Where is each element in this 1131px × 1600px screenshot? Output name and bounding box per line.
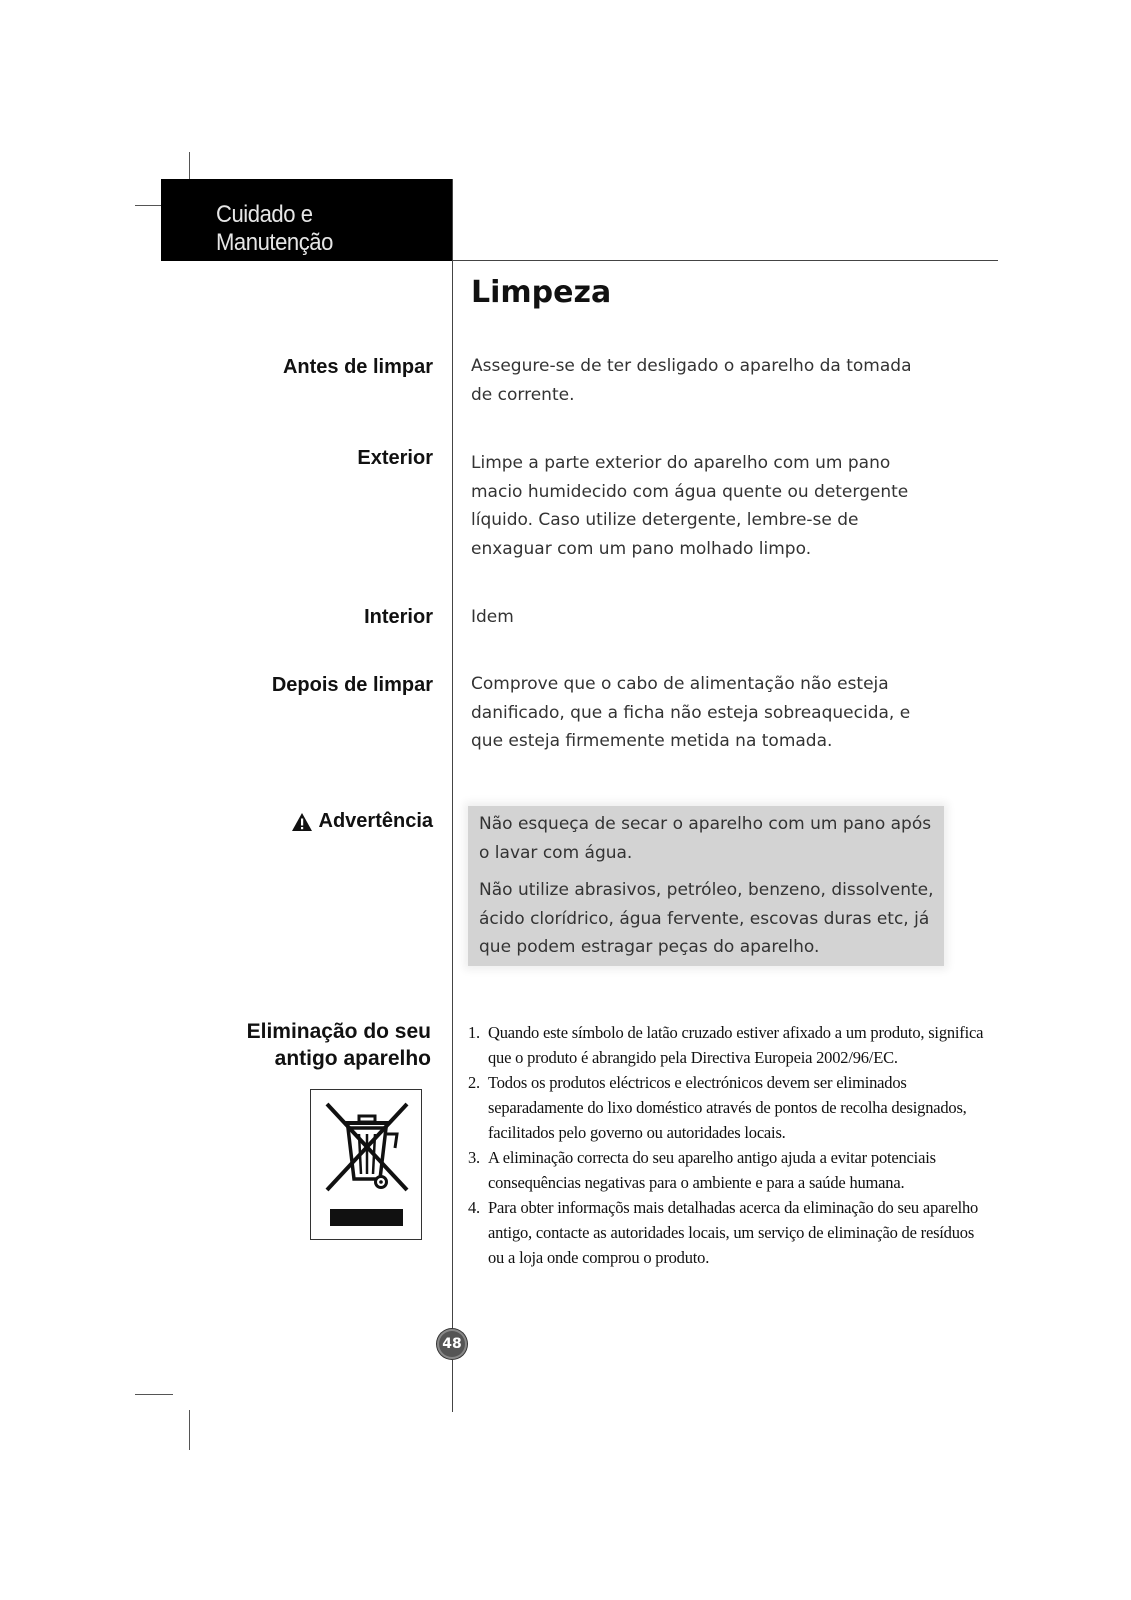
section-label-antes: Antes de limpar — [282, 356, 433, 378]
warning-triangle-icon — [291, 812, 313, 832]
warning-box — [468, 806, 944, 966]
section-text-exterior: Limpe a parte exterior do aparelho com um pano macio humidecido com água quente ou detergente líquido. Caso utilize detergente, lembre-se de enxaguar com um pano molhado limpo. — [471, 453, 909, 559]
crop-mark-bottom-vertical — [189, 1410, 190, 1450]
crop-mark-top-horizontal — [135, 205, 161, 206]
list-item: 1. Quando este símbolo de latão cruzado estiver afixado a um produto, significa que o produto é abrangido pela Directiva Europeia 2002/96/EC. — [468, 1023, 984, 1067]
crossed-out-bin-icon — [311, 1090, 421, 1239]
header-rule — [452, 260, 998, 261]
page-title: Limpeza — [471, 275, 612, 310]
section-label-depois: Depois de limpar — [271, 674, 433, 696]
warning-label — [291, 810, 434, 833]
list-item: 3. A eliminação correcta do seu aparelho antigo ajuda a evitar potenciais consequências negativas para o ambiente e para a saúde humana. — [468, 1148, 936, 1192]
list-item: 2. Todos os produtos eléctricos e electrónicos devem ser eliminados separadamente do lixo doméstico através de pontos de recolha designados, facilitados pelo governo ou autoridades locais. — [468, 1073, 967, 1142]
section-text-depois: Comprove que o cabo de alimentação não esteja danificado, que a ficha não esteja sobreaquecida, e que esteja firmemente metida na tomada. — [471, 674, 911, 751]
warning-label-text: Advertência — [318, 810, 433, 832]
section-label-exterior: Exterior — [357, 447, 433, 469]
page-number: 48 — [437, 1329, 467, 1359]
disposal-list — [468, 1020, 988, 1270]
crop-mark-bottom-horizontal — [135, 1394, 173, 1395]
section-label-interior: Interior — [364, 606, 433, 628]
column-divider-bottom — [452, 1360, 453, 1412]
column-divider-top — [452, 179, 453, 1329]
disposal-label — [247, 1018, 431, 1072]
section-text-interior: Idem — [471, 607, 514, 627]
warning-text-2: Não utilize abrasivos, petróleo, benzeno, dissolvente, ácido clorídrico, água fervente, escovas duras etc, já que podem estragar peças do aparelho. — [479, 880, 934, 957]
disposal-label-line1: Eliminação do seu — [246, 1020, 431, 1043]
list-item: 4. Para obter informaçõs mais detalhadas acerca da eliminação do seu aparelho antigo, contacte as autoridades locais, um serviço de eliminação de resíduos ou a loja onde comprou o produto. — [468, 1198, 979, 1267]
weee-symbol-box — [310, 1089, 422, 1240]
section-text-antes: Assegure-se de ter desligado o aparelho da tomada de corrente. — [471, 356, 912, 405]
section-title: Cuidado e Manutenção — [216, 201, 333, 256]
disposal-label-line2: antigo aparelho — [274, 1047, 431, 1070]
warning-text-1: Não esqueça de secar o aparelho com um pano após o lavar com água. — [479, 814, 932, 863]
section-header-bar — [161, 179, 453, 261]
